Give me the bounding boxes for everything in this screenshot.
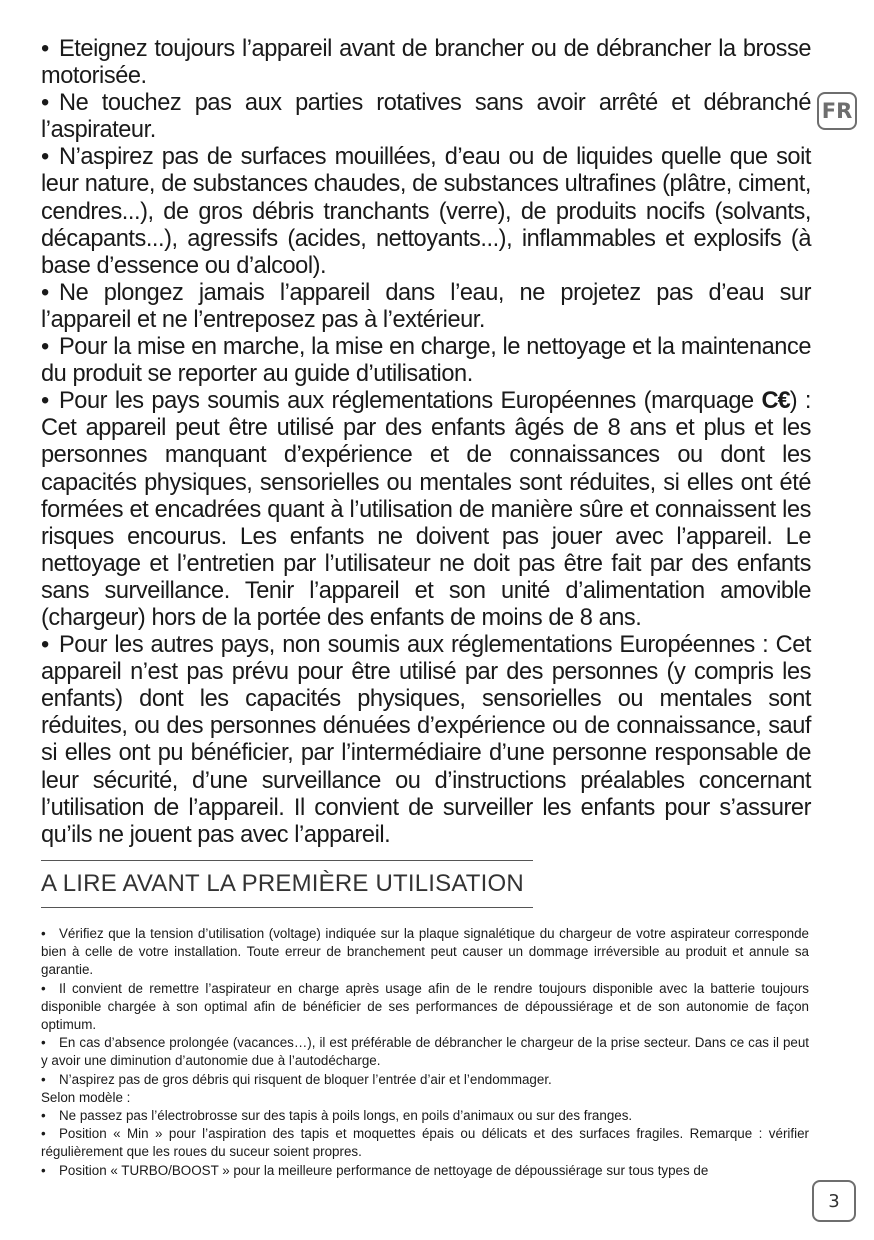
safety-paragraph-3 xyxy=(41,144,811,279)
bullet-glyph: • xyxy=(41,1126,46,1142)
language-tab: FR xyxy=(817,92,857,130)
paragraph-text: Eteignez toujours l’appareil avant de brancher ou de débrancher la brosse motorisée. xyxy=(41,36,811,90)
bullet-glyph: • xyxy=(41,388,49,415)
paragraph-text: Pour les autres pays, non soumis aux réglementations Européennes : Cet appareil n’est pas prévu pour être utilisé par des personnes (y compris les enfants) dont les capacités physiques, sensorielles ou mentales sont réduites, ou des personnes dénuées d’expérience ou de connaissance, sauf si elles ont pu bénéficier, par l’intermédiaire d’une personne responsable de leur sécurité, d’une surveillance ou d’instructions préalables concernant l’utilisation de l’appareil. Il convient de surveiller les enfants pour s’assurer qu’ils ne jouent pas avec l’appareil. xyxy=(41,632,811,848)
ce-mark-icon: C€ xyxy=(761,388,790,415)
other-countries-paragraph xyxy=(41,632,811,849)
instruction-item xyxy=(41,1034,809,1070)
instruction-text: Selon modèle : xyxy=(41,1089,131,1105)
bullet-glyph: • xyxy=(41,36,49,62)
bullet-glyph: • xyxy=(41,279,49,306)
instruction-item xyxy=(41,1162,809,1180)
instruction-text: Position « Min » pour l’aspiration des tapis et moquettes épais ou délicats et des surfaces fragiles. Remarque : vérifier régulièrement que les roues du suceur soient propres. xyxy=(41,1126,809,1160)
ce-paragraph-body: ) : Cet appareil peut être utilisé par des enfants âgés de 8 ans et plus et les personnes manquant d’expérience et de connaissances ou dont les capacités physiques, sensorielles ou mentales sont réduites, si elles ont été formées et encadrées quant à l’utilisation de manière sûre et connaissent les risques encourus. Les enfants ne doivent pas jouer avec l’appareil. Le nettoyage et l’entretien par l’utilisateur ne doit pas être fait par des enfants sans surveillance. Tenir l’appareil et son unité d’alimentation amovible (chargeur) hors de la portée des enfants de moins de 8 ans. xyxy=(41,388,812,631)
page-number: 3 xyxy=(812,1180,856,1222)
paragraph-text: Pour la mise en marche, la mise en charge, le nettoyage et la maintenance du produit se reporter au guide d’utilisation. xyxy=(41,334,811,388)
bullet-glyph: • xyxy=(41,1035,46,1051)
bullet-glyph: • xyxy=(41,334,49,361)
bullet-glyph: • xyxy=(41,1071,46,1087)
instruction-text: Ne passez pas l’électrobrosse sur des tapis à poils longs, en poils d’animaux ou sur des franges. xyxy=(59,1108,633,1124)
instruction-item xyxy=(41,1071,809,1089)
instruction-item xyxy=(41,1107,809,1125)
model-note xyxy=(41,1089,809,1107)
instruction-text: Vérifiez que la tension d’utilisation (voltage) indiquée sur la plaque signalétique du chargeur de votre aspirateur corresponde bien à celle de votre installation. Toute erreur de branchement peut causer un dommage irréversible au produit et annule sa garantie. xyxy=(41,926,809,978)
main-text-block xyxy=(41,36,811,849)
instruction-text: N’aspirez pas de gros débris qui risquent de bloquer l’entrée d’air et l’endommager. xyxy=(59,1071,552,1087)
safety-paragraph-5 xyxy=(41,334,811,388)
instruction-item xyxy=(41,1125,809,1161)
safety-paragraph-2 xyxy=(41,90,811,144)
instruction-text: Il convient de remettre l’aspirateur en charge après usage afin de le rendre toujours disponible avec la batterie toujours disponible chargée à son optimal afin de bénéficier de ses performances de dépoussiérage et de son autonomie de façon optimum. xyxy=(41,980,809,1033)
bullet-glyph: • xyxy=(41,1108,46,1124)
bullet-glyph: • xyxy=(41,1162,46,1178)
instruction-item xyxy=(41,925,809,980)
instruction-item xyxy=(41,980,809,1035)
bullet-glyph: • xyxy=(41,980,46,996)
ce-countries-paragraph xyxy=(41,388,811,632)
bullet-glyph: • xyxy=(41,632,49,659)
instruction-text: En cas d’absence prolongée (vacances…), il est préférable de débrancher le chargeur de la prise secteur. Dans ce cas il peut y avoir une diminution d’autonomie due à l’autodécharge. xyxy=(41,1035,809,1069)
paragraph-text: N’aspirez pas de surfaces mouillées, d’eau ou de liquides quelle que soit leur nature, de substances chaudes, de substances ultrafines (plâtre, ciment, cendres...), de gros débris tranchants (verre), de produits nocifs (solvants, décapants...), agressifs (acides, nettoyants...), inflammables et explosifs (à base d’essence ou d’alcool). xyxy=(41,144,811,279)
bullet-glyph: • xyxy=(41,926,46,941)
instruction-text: Position « TURBO/BOOST » pour la meilleure performance de nettoyage de dépoussiérage sur tous types de xyxy=(59,1162,709,1178)
first-use-instructions xyxy=(41,925,809,1180)
bullet-glyph: • xyxy=(41,90,49,117)
section-title: A LIRE AVANT LA PREMIÈRE UTILISATION xyxy=(41,860,533,908)
bullet-glyph: • xyxy=(41,144,49,171)
ce-paragraph-intro: Pour les pays soumis aux réglementations Européennes (marquage xyxy=(59,388,754,415)
safety-paragraph-4 xyxy=(41,280,811,334)
safety-paragraph-1 xyxy=(41,36,811,90)
paragraph-text: Ne plongez jamais l’appareil dans l’eau, ne projetez pas d’eau sur l’appareil et ne l’entreposez pas à l’extérieur. xyxy=(41,279,811,333)
paragraph-text: Ne touchez pas aux parties rotatives sans avoir arrêté et débranché l’aspirateur. xyxy=(41,90,811,144)
